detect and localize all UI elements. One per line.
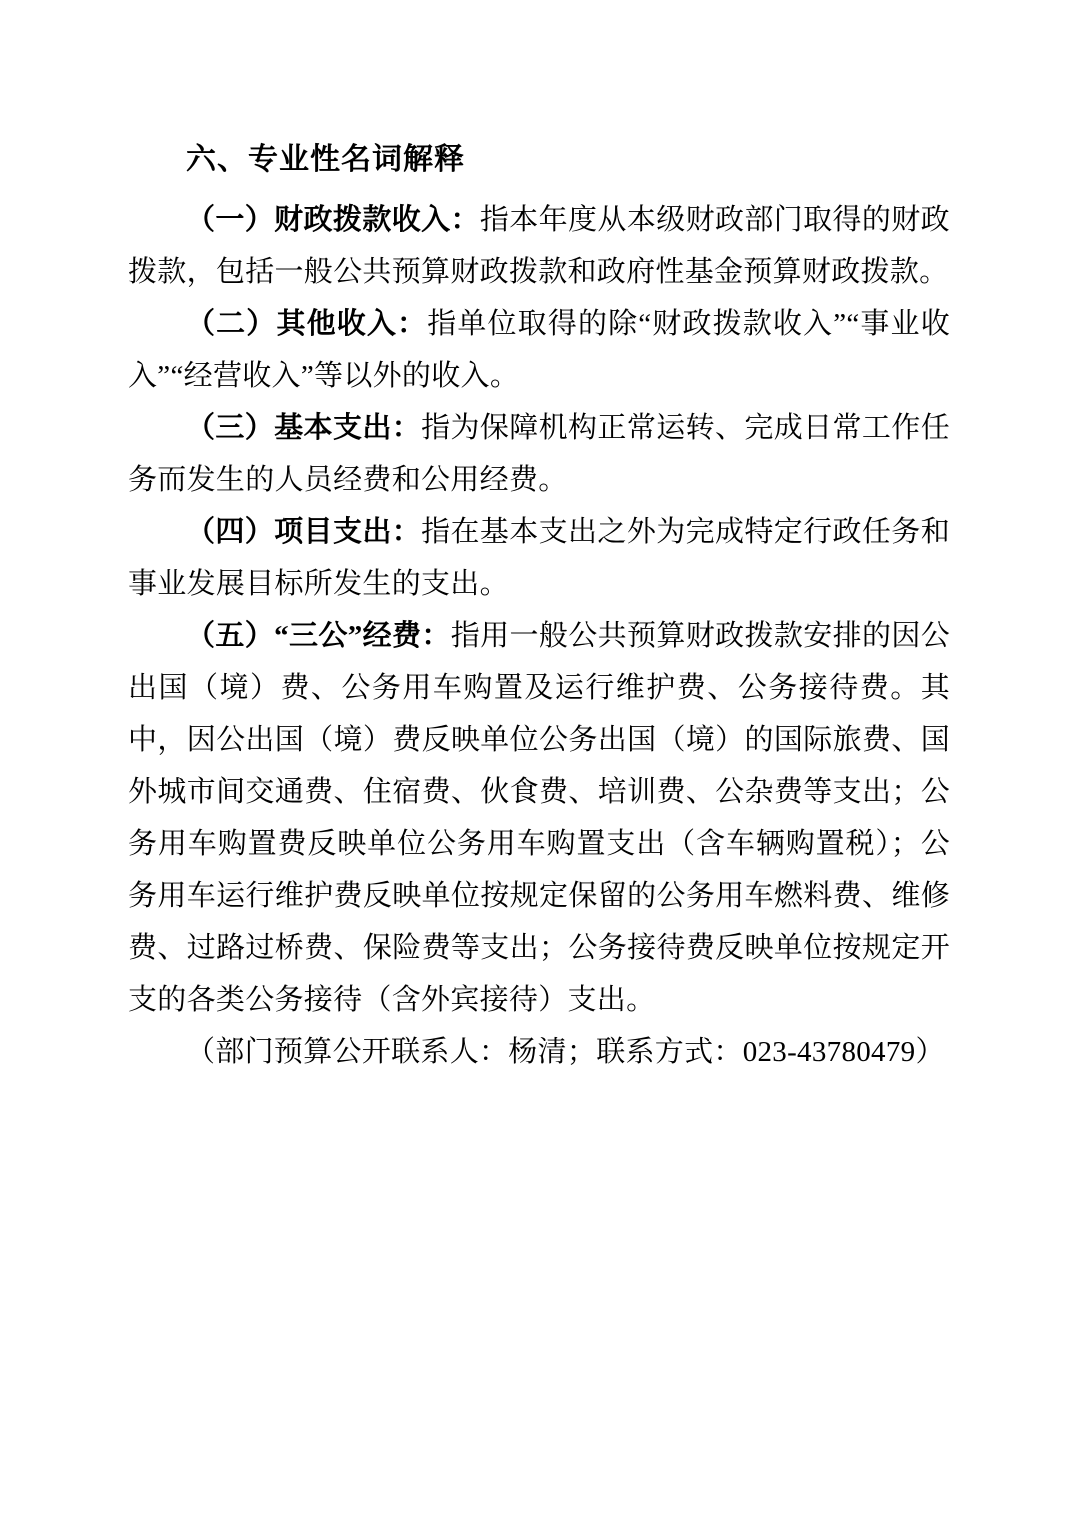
definition-text: 指在基本支出之外为完成特定行政任务和事业发展目标所发生的支出。 <box>128 516 950 600</box>
definition-text: 指单位取得的除“财政拨款收入”“事业收入”“经营收入”等以外的收入。 <box>128 308 950 392</box>
term-label: （四）项目支出： <box>186 516 422 548</box>
definition-paragraph <box>128 298 950 402</box>
definition-text: 指用一般公共预算财政拨款安排的因公出国（境）费、公务用车购置及运行维护费、公务接待费。其中，因公出国（境）费反映单位公务出国（境）的国际旅费、国外城市间交通费、住宿费、伙食费、培训费、公杂费等支出；公务用车购置费反映单位公务用车购置支出（含车辆购置税）；公务用车运行维护费反映单位按规定保留的公务用车燃料费、维修费、过路过桥费、保险费等支出；公务接待费反映单位按规定开支的各类公务接待（含外宾接待）支出。 <box>128 620 950 1016</box>
definition-paragraph <box>128 610 950 1026</box>
definition-paragraph <box>128 506 950 610</box>
contact-line: （部门预算公开联系人：杨清；联系方式：023-43780479） <box>186 1036 945 1068</box>
definition-paragraph <box>128 194 950 298</box>
section-heading: 六、专业性名词解释 <box>186 143 465 176</box>
term-label: （二）其他收入： <box>186 308 428 340</box>
term-label: （一）财政拨款收入： <box>186 204 480 236</box>
definition-text: 指本年度从本级财政部门取得的财政拨款，包括一般公共预算财政拨款和政府性基金预算财政拨款。 <box>128 204 950 288</box>
definition-paragraph <box>128 402 950 506</box>
term-label: （三）基本支出： <box>186 412 422 444</box>
term-label: （五）“三公”经费： <box>186 620 451 652</box>
definition-text: 指为保障机构正常运转、完成日常工作任务而发生的人员经费和公用经费。 <box>128 412 950 496</box>
